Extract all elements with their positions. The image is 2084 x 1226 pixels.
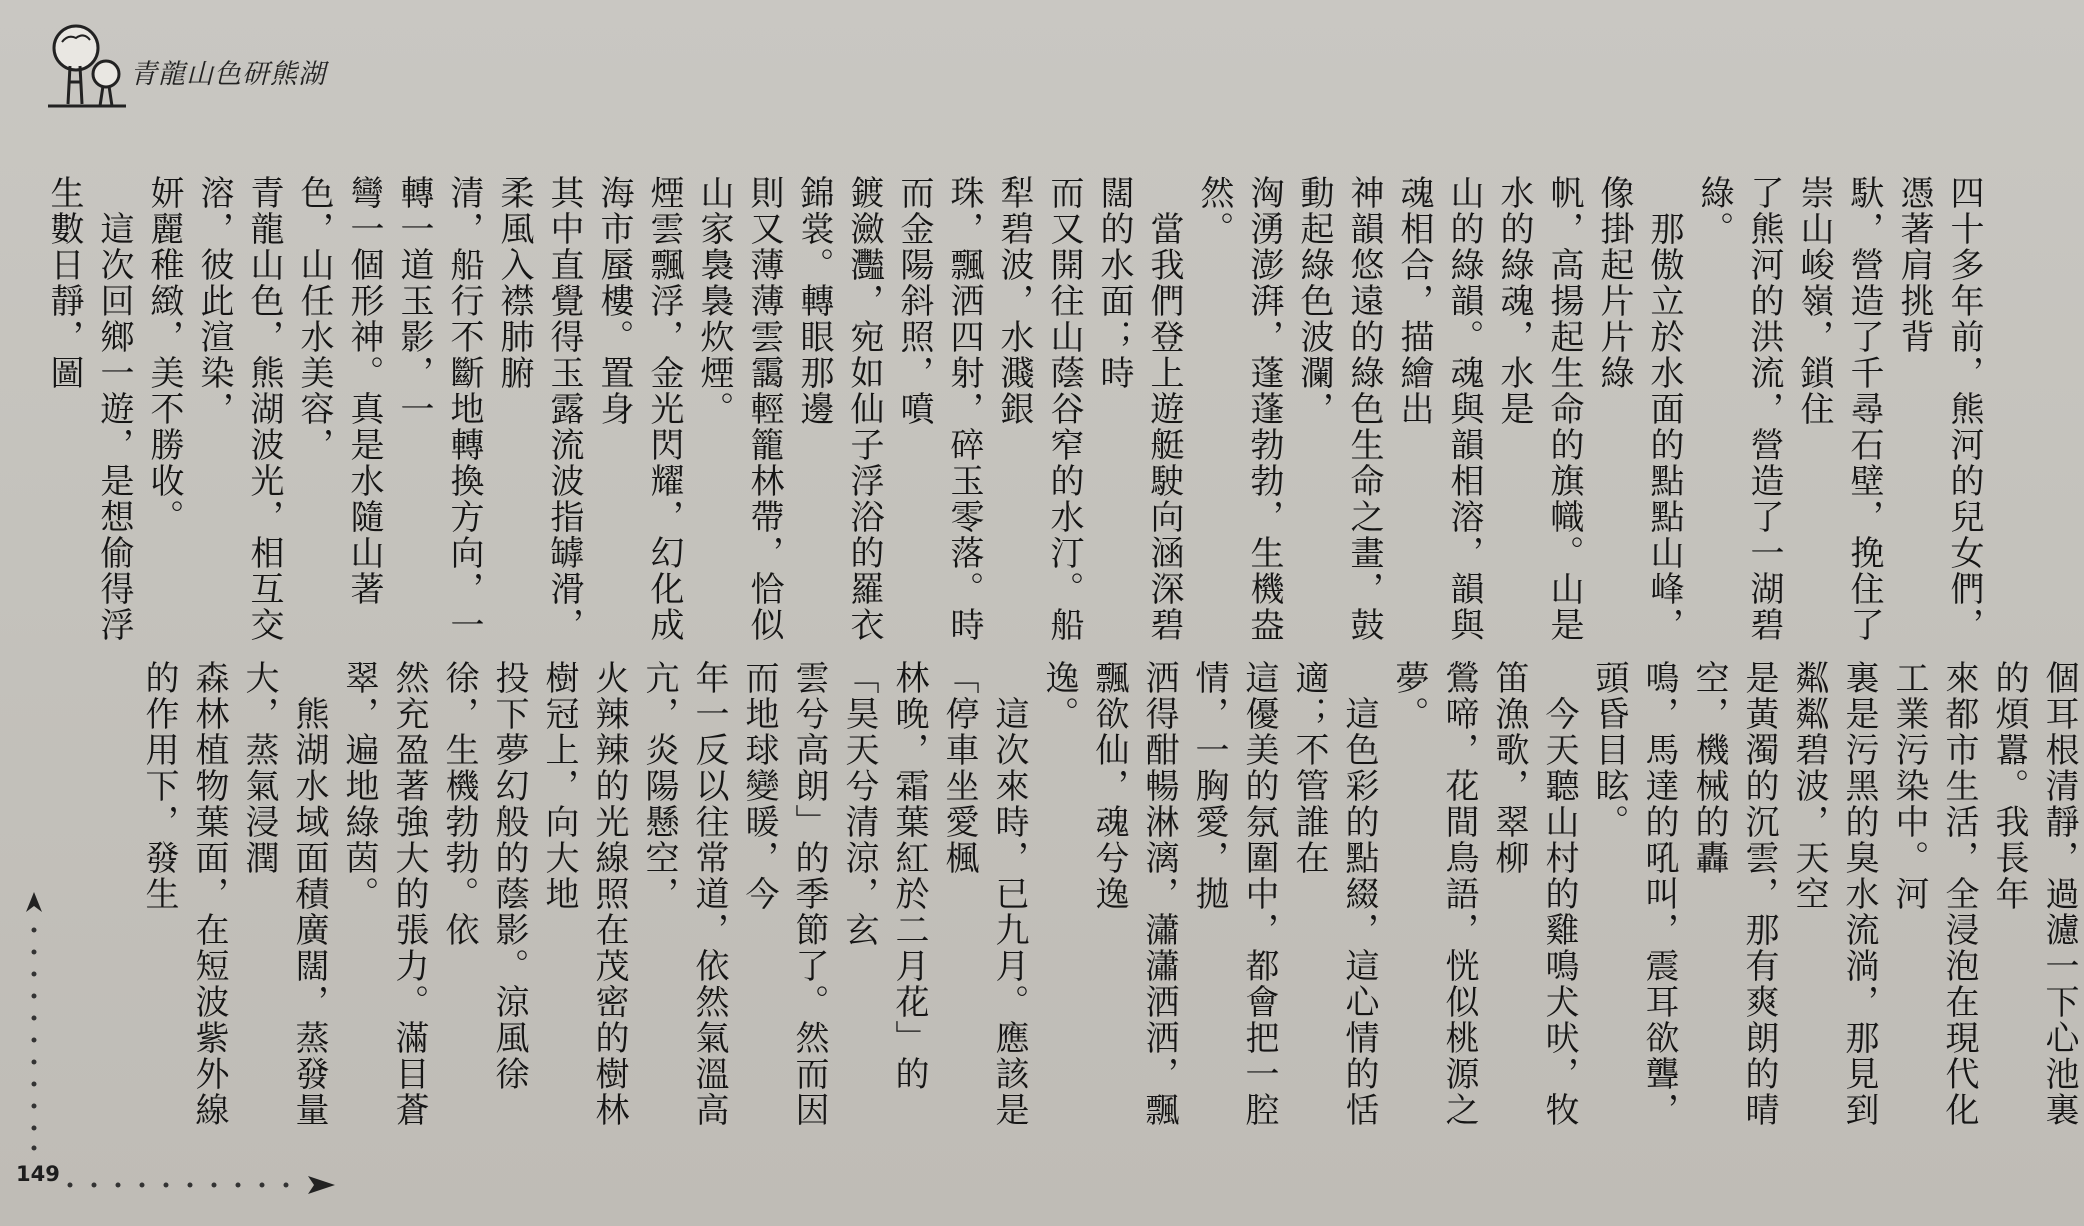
dotted-line-ornament: [50, 1170, 340, 1200]
body-text-lower: 個耳根清靜，過濾一下心池裏的煩囂。我長年 來都市生活，全浸泡在現代化工業污染中。河 裏是污黑的臭水流淌，那見到粼粼碧波，天空 是黃濁的沉雲，那有爽朗的晴空，機械的轟 鳴，馬達的吼叫，震耳欲聾，頭昏目眩。 今天聽山村的雞鳴犬吠，牧笛漁歌，翠柳 鶯啼，花間鳥語，恍似桃源之夢。 這色彩的點綴，這心情的恬適；不管誰在 這優美的氛圍中，都會把一腔情，一胸愛，拋 洒得酣暢淋漓，瀟瀟洒洒，飄飄欲仙，魂兮逸 逸。 這次來時，已九月。應該是「停車坐愛楓 林晚，霜葉紅於二月花」的「昊天兮清涼，玄 雲兮高朗」的季節了。然而因而地球變暖，今 年一反以往常道，依然氣溫高亢，炎陽懸空， 火辣辣的光線照在茂密的樹林樹冠上，向大地 投下夢幻般的蔭影。涼風徐徐，生機勃勃。依 然充盈著強大的張力。滿目蒼翠，遍地綠茵。 熊湖水域面積廣闊，蒸發量大，蒸氣浸潤 森林植物葉面，在短波紫外線的作用下，發生: [139, 660, 2079, 1128]
running-header-title: 青龍山色研熊湖: [130, 59, 326, 90]
text-block-lower: [134, 660, 2079, 1140]
dotted-arrow-ornament: [14, 890, 54, 1170]
text-block-upper: [39, 175, 1984, 645]
page-number: 149: [16, 1162, 60, 1186]
body-text-upper: 四十多年前，熊河的兒女們，憑著肩挑背 馱，營造了千尋石壁，挽住了崇山峻嶺，鎖住 了熊河的洪流，營造了一湖碧綠。 那傲立於水面的點點山峰，像掛起片片綠 帆，高揚起生命的旗幟。山是水的綠魂，水是 山的綠韻。魂與韻相溶，韻與魂相合，描繪出 神韻悠遠的綠色生命之畫，鼓動起綠色波瀾， 洶湧澎湃，蓬蓬勃勃，生機盎然。 當我們登上遊艇駛向涵深碧闊的水面；時 而又開往山蔭谷窄的水汀。船犁碧波，水濺銀 珠，飄洒四射，碎玉零落。時而金陽斜照，噴 鍍瀲灩，宛如仙子浮浴的羅衣錦裳。轉眼那邊 則又薄薄雲靄輕籠林帶，恰似山家裊裊炊煙。 煙雲飄浮，金光閃耀，幻化成海市蜃樓。置身 其中直覺得玉露流波指罅滑，柔風入襟肺腑 清，船行不斷地轉換方向，一轉一道玉影，一 彎一個形神。真是水隨山著色，山任水美容， 青龍山色，熊湖波光，相互交溶，彼此渲染， 妍麗稚緻，美不勝收。 這次回鄉一遊，是想偷得浮生數日靜，圖: [44, 175, 1984, 643]
tree-logo-icon: [40, 22, 130, 110]
